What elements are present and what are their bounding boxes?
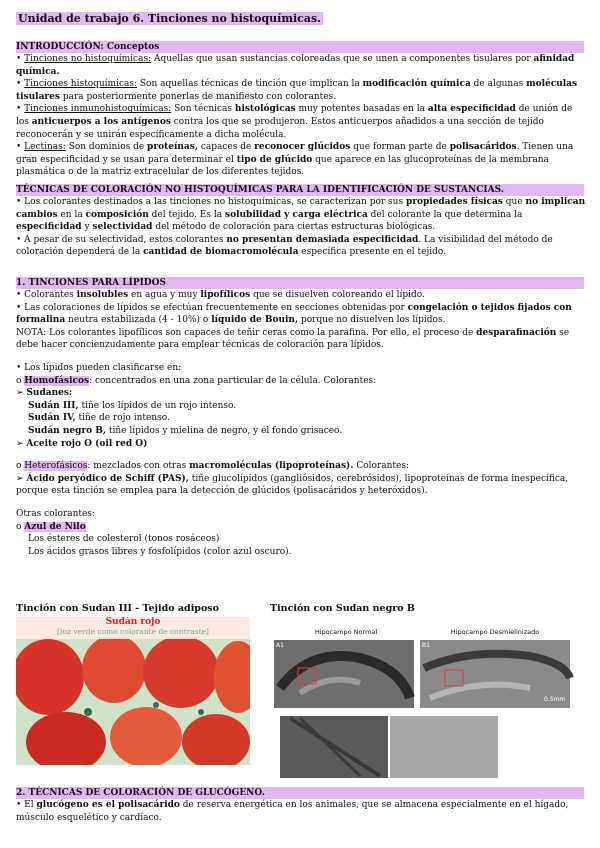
- bold-text: Ácido peryódico de Schiff (PAS),: [26, 473, 189, 484]
- heading-text: 1. TINCIONES PARA LÍPIDOS: [16, 278, 166, 288]
- bold-text: lipofílicos: [200, 290, 251, 300]
- intro-paragraphs: [16, 53, 586, 179]
- highlight-text: Heterofásicos: [24, 461, 88, 472]
- text: Son aquellas técnicas de tinción que implican la: [137, 79, 363, 90]
- term: Tinciones no histoquímicas:: [24, 54, 152, 64]
- heading-text: TÉCNICAS DE COLORACIÓN NO HISTOQUÍMICAS PARA LA IDENTIFICACIÓN DE SUSTANCIAS.: [16, 185, 504, 195]
- tecnicas-paragraphs: [16, 196, 586, 259]
- figure-caption-sudan-iii: Tinción con Sudan III - Tejido adiposo: [16, 603, 219, 614]
- text: específica presente en el tejido.: [298, 247, 446, 258]
- text: del método de coloración para ciertas estructuras biológicas.: [152, 222, 436, 233]
- text: tiñe de rojo intenso.: [75, 413, 170, 424]
- bold-text: glucógeno es el polisacárido: [36, 800, 180, 810]
- label-demyelinated: Hipocampo Desmielinizado: [450, 628, 540, 636]
- section-heading-glucogeno: [16, 787, 584, 799]
- sudan-negro: [16, 425, 586, 438]
- lipidos-sudanes: ➢ Sudanes:: [16, 388, 73, 399]
- tecnicas-item-1: • Los colorantes destinados a las tinciones no histoquímicas, se caracterizan por sus propiedades físicas que no implican cambios en la composición del tejido. Es la solubilidad y carga eléctrica del colorante la que determina la especificidad y selectividad del método de coloración para ciertas estructuras biológicas.: [16, 197, 586, 233]
- nilo-item-2: [16, 546, 586, 559]
- panel-label-a1: A1: [276, 642, 284, 649]
- text: Los ésteres de colesterol (tonos rosáceos): [28, 534, 220, 545]
- bold-text: polisacáridos: [449, 142, 517, 153]
- text: tiñe los lípidos de un rojo intenso.: [78, 400, 237, 411]
- bold-text: macromoléculas (lipoproteínas).: [189, 461, 354, 472]
- text: : mezclados con otras: [87, 461, 190, 472]
- text: de algunas: [470, 79, 527, 90]
- text: Son técnicas: [171, 104, 235, 115]
- bold-text: propiedades físicas: [405, 197, 503, 207]
- pas-item: ➢ Ácido peryódico de Schiff (PAS), tiñe glucolípidos (gangliósidos, cerebrósidos), lipoproteínas de forma inespecífica, porque esta tinción se emplea para la detección de glúcidos (polisacáridos y heteróxidos).: [16, 473, 569, 497]
- bold-text: proteínas,: [147, 142, 198, 153]
- sudan-iii: [16, 400, 586, 413]
- text: que: [502, 197, 526, 207]
- text: muy potentes basadas en la: [295, 104, 428, 115]
- intro-item-1: • Tinciones no histoquímicas: Aquellas que usan sustancias coloreadas que se unen a componentes tisulares por afinidad química.: [16, 54, 575, 77]
- bold-text: especificidad: [16, 222, 82, 233]
- text: y: [81, 222, 93, 233]
- figure-caption-sudan-negro: Tinción con Sudan negro B: [270, 603, 415, 614]
- text: Las coloraciones de lípidos se efectúan frecuentemente en secciones obtenidas por: [24, 302, 408, 313]
- bold-text: Aceite rojo O (oil red O): [26, 438, 148, 449]
- bold-text: Sudanes:: [26, 388, 73, 399]
- bold-text: alta especificidad: [427, 104, 516, 115]
- text: que se disuelven coloreando el lípido.: [250, 290, 425, 300]
- page-title: Unidad de trabajo 6. Tinciones no histoquímicas.: [18, 12, 321, 25]
- bold-text: histológicas: [234, 104, 296, 115]
- glucogeno-paragraphs: [16, 799, 586, 824]
- glucogeno-item-1: • El glucógeno es el polisacárido de reserva energética en los animales, que se almacena especialmente en el hígado, músculo esquelético y cardíaco.: [16, 800, 569, 823]
- text: Otras colorantes:: [16, 508, 95, 519]
- section-heading-lipidos: [16, 277, 584, 289]
- text: Son dominios de: [65, 142, 148, 153]
- adipose-tissue-image: [16, 617, 250, 765]
- heading-text: INTRODUCCIÓN: Conceptos: [16, 42, 160, 52]
- nilo-item-1: [16, 533, 586, 546]
- bold-text: cantidad de biomacromolécula: [143, 247, 299, 258]
- text: Los ácidos grasos libres y fosfolípidos (color azul oscuro).: [28, 546, 292, 557]
- term: Tinciones inmunohistoquímicas:: [24, 104, 172, 115]
- text: Aquellas que usan sustancias coloreadas que se unen a componentes tisulares por: [151, 54, 534, 64]
- bold-text: solubilidad y carga eléctrica: [225, 209, 368, 220]
- bold-text: insolubles: [76, 290, 129, 300]
- azul-nilo: o Azul de Nilo: [16, 521, 86, 532]
- scale-bar-label: 0.5mm: [544, 696, 566, 703]
- sudan-iii-micrograph: [16, 617, 250, 765]
- bold-text: Azul de Nilo: [24, 521, 86, 532]
- image-title: Sudán rojo: [105, 617, 161, 627]
- text: Los lípidos pueden clasificarse en:: [24, 362, 182, 373]
- lipidos-homofasicos: o Homofásicos: concentrados en una zona particular de la célula. Colorantes:: [16, 375, 377, 386]
- bold-text: Homofásicos: [24, 375, 90, 386]
- bold-text: reconocer glúcidos: [254, 142, 351, 153]
- sudan-iv: [16, 412, 586, 425]
- bold-text: congelación o tejidos fijados con formalina: [16, 302, 572, 326]
- label-normal: Hipocampo Normal: [314, 628, 378, 636]
- bold-text: desparafinación: [476, 327, 557, 338]
- text: contra los que se produjeron. Estos anticuerpos añadidos a una sección de tejido reconocerán y se unirán específicamente a dicha molécula.: [16, 116, 544, 140]
- section-heading-tecnicas: [16, 184, 584, 196]
- lipidos-heterofasicos: o Heterofásicos: mezclados con otras macromoléculas (lipoproteínas). Colorantes:: [16, 461, 409, 472]
- bold-text: no presentan demasiada especificidad: [226, 234, 419, 245]
- text: porque no disuelven los lípidos.: [298, 315, 446, 326]
- text: de reserva energética en los animales, que se almacena especialmente en el hígado, músculo esquelético y cardíaco.: [16, 800, 569, 823]
- intro-item-3: • Tinciones inmunohistoquímicas: Son técnicas histológicas muy potentes basadas en la alta especificidad de unión de los anticuerpos a los antígenos contra los que se produjeron. Estos anticuerpos añadidos a una sección de tejido reconocerán y se unirán específicamente a dicha molécula.: [16, 104, 573, 140]
- heading-text: 2. TÉCNICAS DE COLORACIÓN DE GLUCÓGENO.: [16, 788, 265, 798]
- bold-text: líquido de Bouin,: [211, 315, 299, 326]
- text: en agua y muy: [128, 290, 201, 300]
- bold-text: selectividad: [92, 222, 153, 233]
- text: de unión de los: [16, 104, 573, 127]
- intro-item-4: • Lectinas: Son dominios de proteínas, capaces de reconocer glúcidos que forman parte de polisacáridos. Tienen una gran especificidad y se usan para determinar el tipo de glúcido que aparece en las glucoproteínas de la membrana plasmática o de la matriz extracelular de los diferentes tejidos.: [16, 142, 574, 178]
- aceite-rojo: ➢ Aceite rojo O (oil red O): [16, 438, 148, 449]
- text: NOTA: Los colorantes lipofílicos son capaces de teñir ceras como la parafina. Por ello, el proceso de: [16, 327, 477, 338]
- otros-colorantes: [16, 508, 586, 521]
- term: Lectinas:: [24, 142, 66, 153]
- lipidos-item-2: • Las coloraciones de lípidos se efectúan frecuentemente en secciones obtenidas por congelación o tejidos fijados con formalina neutra estabilizada (4 - 10%) o líquido de Bouin, porque no disuelven los lípidos.: [16, 302, 572, 326]
- bold-text: composición: [85, 209, 149, 220]
- text: que forman parte de: [350, 142, 450, 153]
- sudan-black-micrograph: [270, 628, 582, 778]
- section-heading-intro: [16, 41, 584, 53]
- text: El: [24, 800, 37, 810]
- text: . Tienen una gran especificidad y se usan para determinar el: [16, 142, 574, 165]
- text: que aparece en las glucoproteínas de la membrana plasmática o de la matriz extracelular de los diferentes tejidos.: [16, 154, 549, 178]
- bold-text: no implican cambios: [16, 197, 586, 220]
- text: A pesar de su selectividad, estos colorantes: [24, 234, 227, 245]
- hippocampus-image: [270, 638, 582, 780]
- text: . La visibilidad del método de coloración dependerá de la: [16, 234, 553, 258]
- lipidos-clasif: • Los lípidos pueden clasificarse en:: [16, 362, 182, 373]
- bold-text: Sudán negro B,: [28, 425, 107, 436]
- text: Colorantes: [24, 290, 77, 300]
- bold-text: Sudán III,: [28, 400, 79, 411]
- text: del tejido. Es la: [148, 209, 226, 220]
- intro-item-2: • Tinciones histoquímicas: Son aquellas técnicas de tinción que implican la modificación química de algunas moléculas tisulares para posteriormente ponerlas de manifiesto con colorantes.: [16, 79, 578, 102]
- lipidos-nota: [16, 327, 586, 352]
- text: para posteriormente ponerlas de manifiesto con colorantes.: [59, 91, 337, 102]
- text: neutra estabilizada (4 - 10%) o: [65, 315, 212, 326]
- text: tiñe lípidos y mielina de negro, y el fondo grisaceo.: [106, 425, 343, 436]
- image-subtitle: [luz verde como colorante de contraste]: [57, 627, 209, 636]
- text: Colorantes:: [353, 461, 409, 472]
- text: tiñe glucolípidos (gangliósidos, cerebrósidos), lipoproteínas de forma inespecífica, porque esta tinción se emplea para la detección de glúcidos (polisacáridos y heteróxidos).: [16, 473, 569, 497]
- bold-text: tipo de glúcido: [236, 154, 313, 165]
- bold-text: Sudán IV,: [28, 413, 76, 424]
- bold-text: anticuerpos a los antígenos: [31, 116, 171, 127]
- text: Los colorantes destinados a las tinciones no histoquímicas, se caracterizan por sus: [24, 197, 406, 207]
- lipidos-paragraphs: [16, 289, 586, 558]
- tecnicas-item-2: • A pesar de su selectividad, estos colorantes no presentan demasiada especificidad. La visibilidad del método de coloración dependerá de la cantidad de biomacromolécula específica presente en el tejido.: [16, 234, 553, 258]
- bold-text: modificación química: [362, 79, 471, 90]
- text: en la: [57, 209, 86, 220]
- lipidos-item-1: • Colorantes insolubles en agua y muy lipofílicos que se disuelven coloreando el lípido.: [16, 290, 425, 300]
- text: se debe hacer concienzudamente para emplear técnicas de coloración para lípidos.: [16, 327, 570, 351]
- panel-label-b1: B1: [422, 642, 430, 649]
- text: : concentrados en una zona particular de la célula. Colorantes:: [89, 375, 377, 386]
- bold-text: moléculas tisulares: [16, 79, 578, 102]
- term: Tinciones histoquímicas:: [24, 79, 138, 90]
- text: capaces de: [197, 142, 255, 153]
- bold-text: afinidad química.: [16, 54, 575, 77]
- text: del colorante la que determina la: [367, 209, 523, 220]
